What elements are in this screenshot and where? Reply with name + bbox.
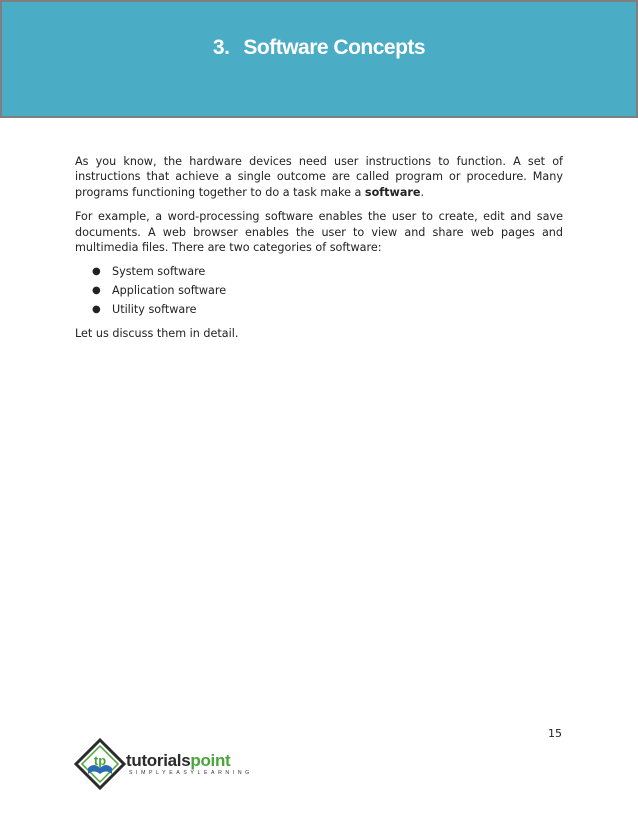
logo-wordmark (126, 751, 230, 771)
chapter-banner (0, 0, 638, 118)
paragraph-intro-end: . (420, 185, 425, 199)
paragraph-example: For example, a word-processing software enables the user to create, edit and save documents. A web browser enables the user to view and share web pages and multimedia files. There are two categories of software: (75, 210, 563, 255)
list-item (75, 283, 563, 298)
bullet-icon: ● (92, 266, 101, 278)
software-term: software (364, 185, 421, 199)
logo-mark-text: tp (93, 753, 107, 768)
logo-word-tutorials: tutorials (126, 751, 191, 770)
bullet-icon: ● (92, 304, 101, 316)
bullet-icon: ● (92, 285, 101, 297)
logo-mark-icon (74, 738, 126, 790)
list-item-text: System software (112, 265, 206, 279)
list-item-text: Application software (112, 284, 227, 298)
tutorialspoint-logo (74, 738, 253, 790)
software-list (75, 264, 563, 317)
list-item (75, 302, 563, 317)
chapter-title: Software Concepts (243, 36, 426, 59)
list-item (75, 264, 563, 279)
paragraph-intro (75, 154, 563, 200)
chapter-heading (2, 36, 636, 60)
chapter-number: 3. (212, 36, 230, 59)
list-item-text: Utility software (112, 303, 197, 317)
paragraph-intro-text: As you know, the hardware devices need user instructions to function. A set of instructions that achieve a single outcome are called program or procedure. Many programs functioning together to do a task make a (75, 155, 563, 199)
page-number: 15 (548, 727, 562, 740)
logo-tagline: SIMPLYEASYLEARNING (129, 770, 253, 776)
body-content (75, 154, 563, 350)
paragraph-closing: Let us discuss them in detail. (75, 326, 239, 340)
logo-word-point: point (190, 751, 231, 770)
